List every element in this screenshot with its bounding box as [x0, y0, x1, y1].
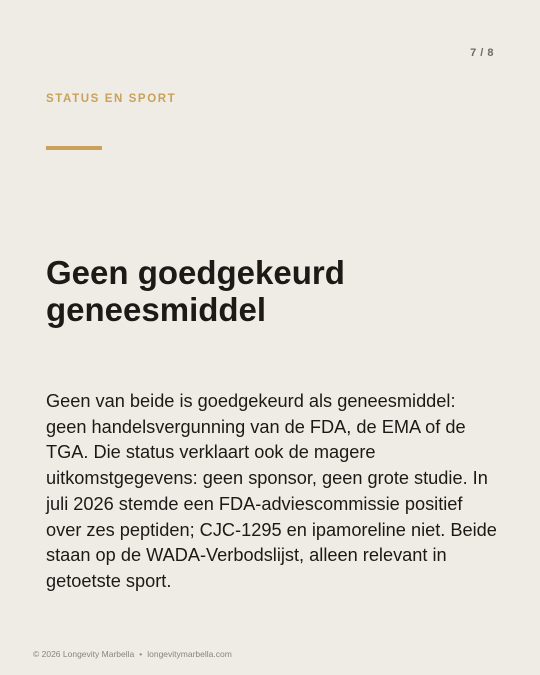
footer-website: longevitymarbella.com: [147, 649, 232, 659]
slide-body-text: Geen van beide is goedgekeurd als geneesmiddel: geen handelsvergunning van de FDA, de EMA of de TGA. Die status verklaart ook de magere uitkomstgegevens: geen sponsor, geen grote studie. In juli 2026 stemde een FDA-adviescommissie positief over zes peptiden; CJC-1295 en ipamoreline niet. Beide staan op de WADA-Verbodslijst, alleen relevant in getoetste sport.: [46, 391, 497, 591]
footer-separator: •: [139, 649, 143, 659]
section-eyebrow: STATUS EN SPORT: [46, 93, 177, 105]
footer-copyright: © 2026 Longevity Marbella: [33, 649, 135, 659]
page-counter: 7 / 8: [470, 47, 494, 59]
footer: [33, 649, 232, 659]
accent-rule: [46, 146, 102, 150]
slide-headline: Geen goedgekeurd geneesmiddel: [46, 254, 345, 328]
